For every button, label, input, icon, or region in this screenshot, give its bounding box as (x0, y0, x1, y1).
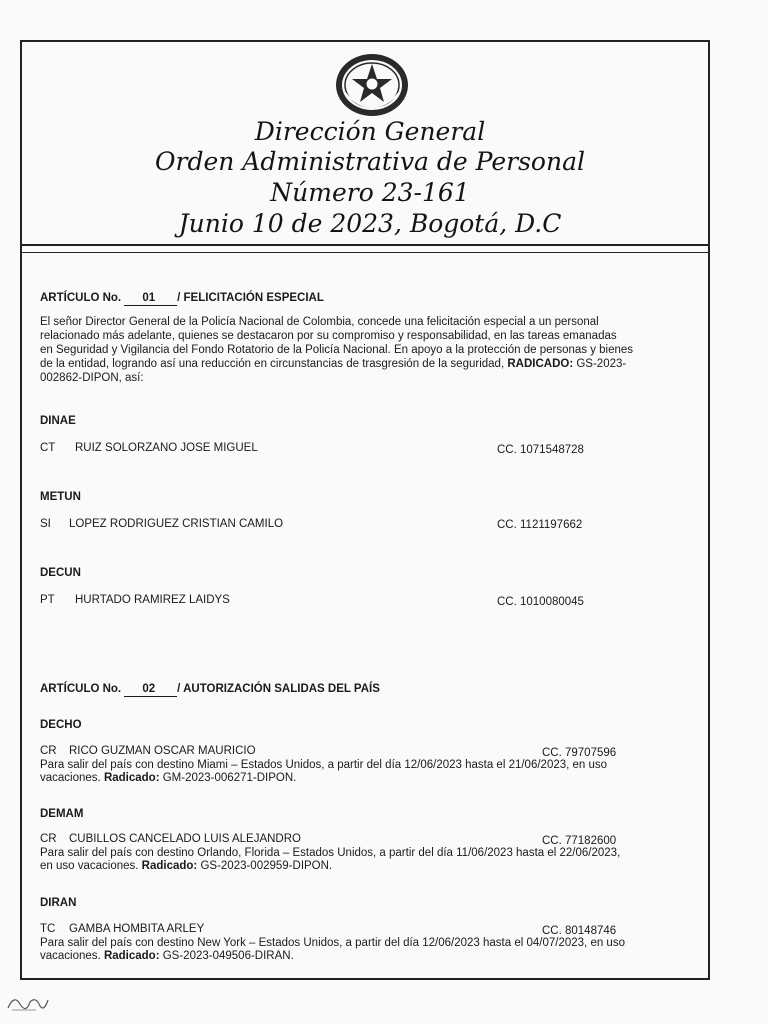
rank: PT (40, 594, 55, 606)
rank: SI (40, 518, 51, 530)
rank: TC (40, 923, 56, 935)
article-1-heading (40, 291, 324, 306)
header-divider (20, 244, 710, 246)
id-number: CC. 80148746 (542, 925, 617, 937)
person-name: GAMBA HOMBITA ARLEY (69, 923, 205, 935)
id-number: CC. 77182600 (542, 835, 617, 847)
article-2-title: / AUTORIZACIÓN SALIDAS DEL PAÍS (177, 683, 380, 695)
rank: CT (40, 442, 56, 454)
id-number: CC. 79707596 (542, 747, 617, 759)
paragraph-line: El señor Director General de la Policía Nacional de Colombia, concede una felicitación especial a un personal (40, 316, 599, 328)
vacation-text: en uso vacaciones. (40, 860, 139, 872)
signature-scribble-icon (6, 992, 50, 1014)
travel-details: Para salir del país con destino Miami – Estados Unidos, a partir del día 12/06/2023 hasta el 21/06/2023, en uso (40, 759, 608, 771)
unit-label: DEMAM (40, 808, 84, 820)
radicado-value: GS-2023-049506-DIRAN. (162, 950, 294, 962)
radicado-label: RADICADO: (507, 358, 574, 370)
header-line-3: Número 23-161 (270, 178, 470, 207)
person-name: LOPEZ RODRIGUEZ CRISTIAN CAMILO (69, 518, 284, 530)
id-number: CC. 1121197662 (497, 519, 583, 531)
article-1-paragraph (40, 315, 702, 385)
article-1-number: 01 (124, 291, 177, 306)
rank: CR (40, 745, 57, 757)
article-2-number: 02 (124, 682, 177, 697)
article-1-prefix: ARTÍCULO No. (40, 292, 122, 304)
paragraph-line: relacionado más adelante, quienes se destacaron por su compromiso y responsabilidad, en las tareas emanadas (40, 330, 617, 342)
person-name: HURTADO RAMIREZ LAIDYS (75, 594, 230, 606)
radicado-label: Radicado: (103, 950, 160, 962)
article-1-title: / FELICITACIÓN ESPECIAL (177, 292, 324, 304)
unit-label: DIRAN (40, 897, 77, 909)
unit-label: DECHO (40, 719, 82, 731)
paragraph-line: en Seguridad y Vigilancia del Fondo Rotatorio de la Policía Nacional. En apoyo a la protección de personas y bienes (40, 344, 634, 356)
radicado-value-part-b: 002862-DIPON, así: (40, 372, 144, 384)
header-line-4: Junio 10 de 2023, Bogotá, D.C (178, 209, 562, 238)
radicado-label: Radicado: (141, 860, 198, 872)
travel-details: Para salir del país con destino Orlando, Florida – Estados Unidos, a partir del día 11/06/2023 hasta el 22/06/2023, (40, 847, 621, 859)
person-name: CUBILLOS CANCELADO LUIS ALEJANDRO (69, 833, 301, 845)
radicado-label: Radicado: (103, 772, 160, 784)
person-name: RUIZ SOLORZANO JOSE MIGUEL (75, 442, 258, 454)
vacation-text: vacaciones. (40, 950, 101, 962)
header-line-1: Dirección General (254, 117, 486, 146)
police-seal-icon (334, 52, 410, 118)
article-2-heading (40, 682, 380, 697)
unit-label: DECUN (40, 567, 81, 579)
radicado-value: GS-2023-002959-DIPON. (200, 860, 333, 872)
unit-label: DINAE (40, 415, 76, 427)
unit-label: METUN (40, 491, 81, 503)
travel-details: Para salir del país con destino New York – Estados Unidos, a partir del día 12/06/2023 hasta el 04/07/2023, en uso (40, 937, 625, 949)
header-divider-thin (20, 252, 710, 253)
person-name: RICO GUZMAN OSCAR MAURICIO (69, 745, 256, 757)
id-number: CC. 1010080045 (497, 596, 584, 608)
radicado-value: GM-2023-006271-DIPON. (162, 772, 297, 784)
paragraph-text: de la entidad, logrando así una reducción en circunstancias de trasgresión de la seguridad, (40, 358, 505, 370)
vacation-text: vacaciones. (40, 772, 101, 784)
travel-details-line-2 (40, 949, 294, 963)
id-number: CC. 1071548728 (497, 444, 584, 456)
radicado-value-part-a: GS-2023- (576, 358, 627, 370)
header-line-2: Orden Administrativa de Personal (155, 147, 585, 176)
article-2-prefix: ARTÍCULO No. (40, 683, 122, 695)
travel-details-line-2 (40, 771, 296, 785)
travel-details-line-2 (40, 859, 332, 873)
rank: CR (40, 833, 57, 845)
paragraph-line (40, 357, 702, 371)
